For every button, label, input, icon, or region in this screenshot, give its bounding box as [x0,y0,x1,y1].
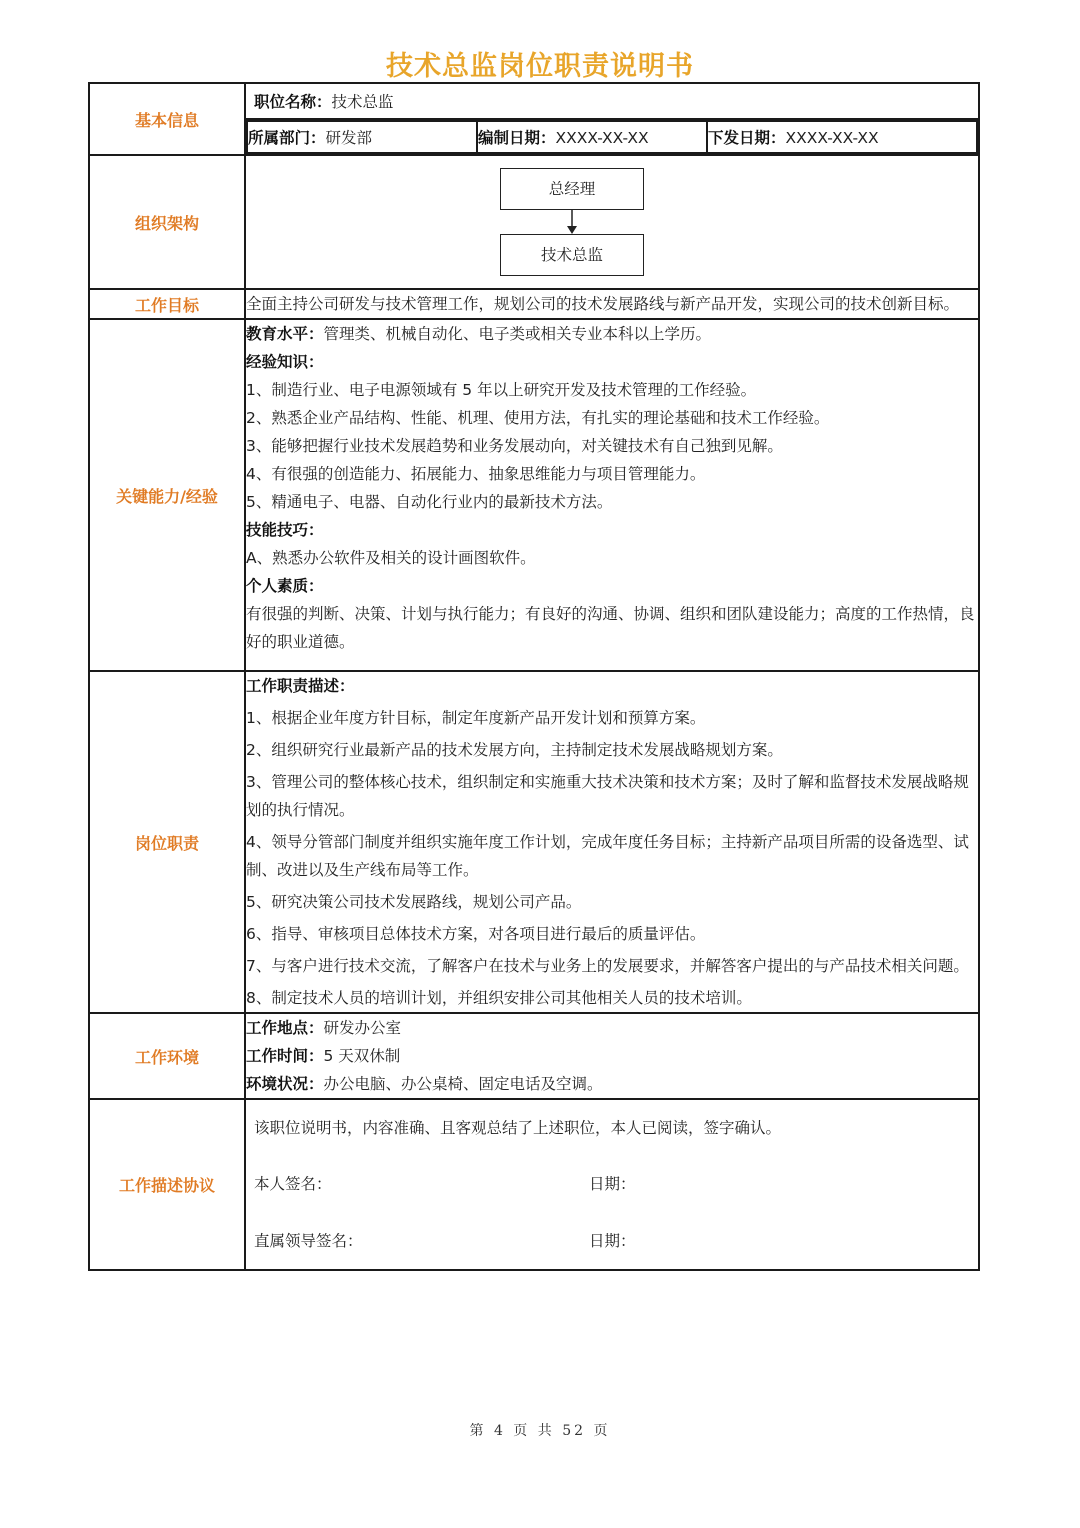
dept-dates-cell [245,119,979,155]
skill-item: A、熟悉办公软件及相关的设计画图软件。 [246,549,536,567]
dept-value: 研发部 [325,129,373,147]
org-structure-label: 组织架构 [89,155,245,289]
dept-label: 所属部门： [248,129,326,147]
leader-signature-label: 直属领导签名： [254,1232,363,1250]
page-title: 技术总监岗位职责说明书 [386,51,694,82]
experience-item: 1、制造行业、电子电源领域有 5 年以上研究开发及技术管理的工作经验。 [246,381,757,399]
work-place-line [246,1014,978,1042]
org-chart-cell [245,155,979,289]
dept-cell [247,121,477,153]
experience-item: 4、有很强的创造能力、拓展能力、抽象思维能力与项目管理能力。 [246,465,706,483]
duty-item: 4、领导分管部门制度并组织实施年度工作计划，完成年度任务目标；主持新产品项目所需的设备选型、试制、改进以及生产线布局等工作。 [246,833,969,879]
duty-item: 8、制定技术人员的培训计划，并组织安排公司其他相关人员的技术培训。 [246,989,752,1007]
compile-date-label: 编制日期： [478,129,556,147]
agreement-statement: 该职位说明书，内容准确、且客观总结了上述职位，本人已阅读，签字确认。 [254,1119,782,1137]
issue-date-label: 下发日期： [708,129,786,147]
position-name-value: 技术总监 [331,93,394,111]
org-box-general-manager: 总经理 [500,168,644,210]
quality-heading: 个人素质： [246,577,324,595]
duty-item: 2、组织研究行业最新产品的技术发展方向，主持制定技术发展战略规划方案。 [246,741,783,759]
duty-item: 7、与客户进行技术交流，了解客户在技术与业务上的发展要求，并解答客户提出的与产品技术相关问题。 [246,957,969,975]
duty-item: 3、管理公司的整体核心技术，组织制定和实施重大技术决策和技术方案；及时了解和监督技术发展战略规划的执行情况。 [246,773,969,819]
work-time-label: 工作时间： [246,1047,324,1065]
compile-date-cell [477,121,707,153]
position-name-label: 职位名称： [254,93,332,111]
env-condition-line [246,1070,978,1098]
arrow-down-icon [562,210,582,236]
page-footer: 第 4 页 共 52 页 [469,1423,611,1439]
quality-text: 有很强的判断、决策、计划与执行能力；有良好的沟通、协调、组织和团队建设能力；高度的工作热情，良好的职业道德。 [246,605,975,651]
issue-date-cell [707,121,977,153]
work-place-value: 研发办公室 [323,1019,402,1037]
work-time-line [246,1042,978,1070]
position-name-cell [245,83,979,119]
job-duty-label: 岗位职责 [89,671,245,1013]
duty-item: 5、研究决策公司技术发展路线，规划公司产品。 [246,893,582,911]
experience-item: 2、熟悉企业产品结构、性能、机理、使用方法，有扎实的理论基础和技术工作经验。 [246,409,830,427]
experience-heading: 经验知识： [246,353,324,371]
org-chart [246,156,978,288]
job-duty-cell [245,671,979,1013]
experience-item: 3、能够把握行业技术发展趋势和业务发展动向，对关键技术有自己独到见解。 [246,437,783,455]
key-ability-label: 关键能力/经验 [89,319,245,671]
self-signature-label: 本人签名： [254,1175,332,1193]
job-description-table [88,82,980,1271]
env-condition-value: 办公电脑、办公桌椅、固定电话及空调。 [323,1075,603,1093]
work-env-label: 工作环境 [89,1013,245,1099]
work-place-label: 工作地点： [246,1019,324,1037]
skill-heading: 技能技巧： [246,521,324,539]
self-signature-row [254,1170,970,1198]
duty-heading: 工作职责描述： [246,677,355,695]
duty-item: 6、指导、审核项目总体技术方案，对各项目进行最后的质量评估。 [246,925,706,943]
work-goal-label: 工作目标 [89,289,245,319]
work-goal-text: 全面主持公司研发与技术管理工作，规划公司的技术发展路线与新产品开发，实现公司的技术创新目标。 [245,289,979,319]
self-date-label: 日期： [589,1175,636,1193]
agreement-label: 工作描述协议 [89,1099,245,1270]
leader-signature-row [254,1227,970,1255]
agreement-cell [245,1099,979,1270]
compile-date-value: XXXX-XX-XX [555,129,649,147]
issue-date-value: XXXX-XX-XX [785,129,879,147]
basic-info-label: 基本信息 [89,83,245,155]
education-value: 管理类、机械自动化、电子类或相关专业本科以上学历。 [323,325,712,343]
education-label: 教育水平： [246,325,324,343]
work-time-value: 5 天双休制 [323,1047,401,1065]
env-condition-label: 环境状况： [246,1075,324,1093]
education-line [246,320,978,348]
duty-item: 1、根据企业年度方针目标，制定年度新产品开发计划和预算方案。 [246,709,706,727]
work-env-cell [245,1013,979,1099]
key-ability-cell [245,319,979,671]
org-box-tech-director: 技术总监 [500,234,644,276]
leader-date-label: 日期： [589,1232,636,1250]
experience-item: 5、精通电子、电器、自动化行业内的最新技术方法。 [246,493,613,511]
